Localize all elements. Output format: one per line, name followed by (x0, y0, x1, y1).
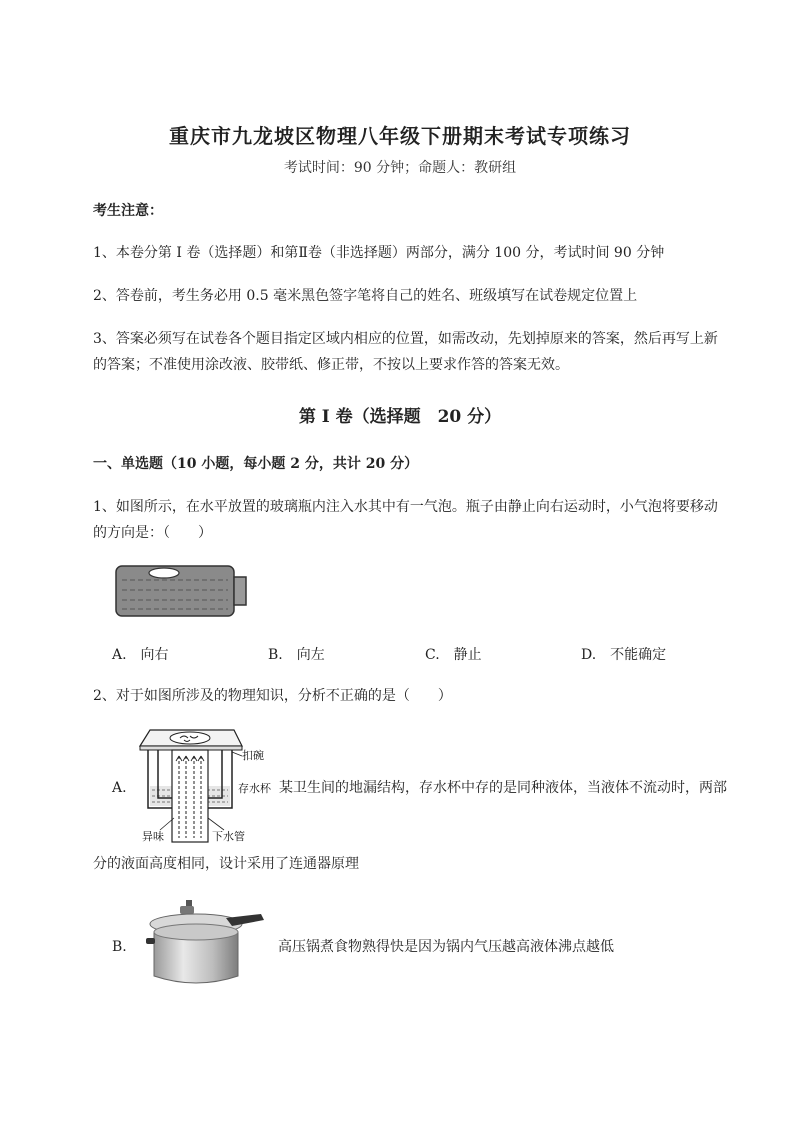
q1-option-c[interactable]: C. 静止 (425, 647, 482, 663)
pressure-cooker-figure (146, 898, 266, 988)
q2-option-b-letter[interactable]: B. (112, 939, 127, 955)
exam-info: 考试时间：90 分钟；命题人：教研组 (283, 160, 517, 176)
notice-heading: 考生注意： (93, 203, 163, 219)
page-title: 重庆市九龙坡区物理八年级下册期末考试专项练习 (169, 124, 631, 148)
section-title: 第 I 卷（选择题 20 分） (298, 407, 502, 427)
q1-option-a[interactable]: A. 向右 (112, 647, 169, 663)
question-1-stem: 1、如图所示，在水平放置的玻璃瓶内注入水其中有一气泡。瓶子由静止向右运动时，小气泡将要移动 (93, 499, 718, 515)
notice-item-3-cont: 的答案；不准使用涂改液、胶带纸、修正带，不按以上要求作答的答案无效。 (93, 357, 569, 373)
notice-item-1: 1、本卷分第 I 卷（选择题）和第Ⅱ卷（非选择题）两部分，满分 100 分，考试时间 90 分钟 (93, 245, 665, 261)
q2-option-b-text: 高压锅煮食物熟得快是因为锅内气压越高液体沸点越低 (278, 939, 614, 955)
cover-label: 扣碗 (242, 749, 264, 762)
q1-option-d[interactable]: D. 不能确定 (581, 647, 667, 663)
q2-option-a-letter[interactable]: A. (112, 780, 127, 796)
pipe-label: 下水管 (212, 830, 245, 843)
q2-option-a-text: 某卫生间的地漏结构，存水杯中存的是同种液体，当液体不流动时，两部 (279, 780, 727, 796)
q1-option-b[interactable]: B. 向左 (268, 647, 325, 663)
question-2-stem: 2、对于如图所涉及的物理知识，分析不正确的是（ ） (93, 688, 452, 704)
odor-label: 异味 (142, 830, 164, 843)
part-heading: 一、单选题（10 小题，每小题 2 分，共计 20 分） (93, 456, 419, 472)
notice-item-3: 3、答案必须写在试卷各个题目指定区域内相应的位置，如需改动，先划掉原来的答案，然后再写上新 (93, 331, 718, 347)
question-1-stem-cont: 的方向是：（ ） (93, 525, 212, 541)
notice-item-2: 2、答卷前，考生务必用 0.5 毫米黑色签字笔将自己的姓名、班级填写在试卷规定位置上 (93, 288, 638, 304)
cup-label: 存水杯 (238, 782, 271, 795)
q2-option-a-text-cont: 分的液面高度相同，设计采用了连通器原理 (93, 856, 359, 872)
bottle-figure (112, 562, 252, 620)
